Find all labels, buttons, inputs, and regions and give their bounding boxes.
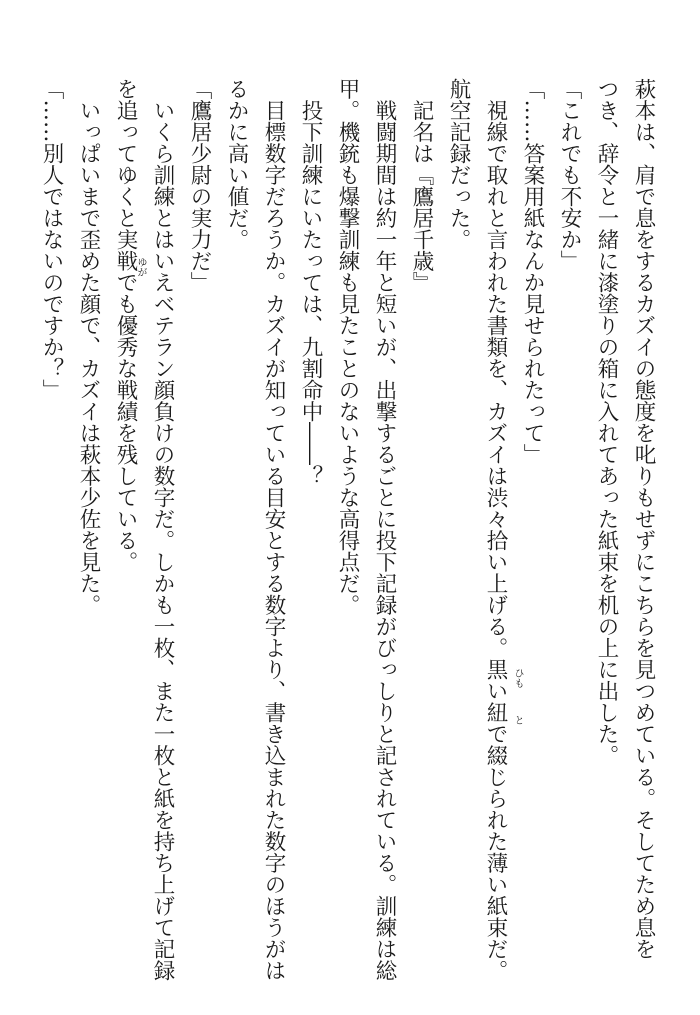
text-line: 「これでも不安か」	[557, 78, 582, 272]
text-line: 記名は『鷹居千歳』	[409, 78, 434, 293]
text-line: いっぱいまで歪めた顔で、カズイは萩本少佐を見た。	[76, 78, 101, 616]
text-line: 目標数字だろうか。カズイが知っている目安とする数字より、書き込まれた数字のほうがは	[261, 78, 286, 981]
text-line: つき、辞令と一緒に漆塗りの箱に入れてあった紙束を机の上に出した。	[594, 78, 619, 766]
text-line: 萩本は、肩で息をするカズイの態度を叱りもせずにこちらを見つめている。そしてため息を	[631, 78, 656, 960]
text-line: 戦闘期間は約一年と短いが、出撃するごとに投下記録がびっしりと記されている。訓練は総	[372, 78, 397, 981]
ruby-to: と	[512, 715, 523, 725]
ruby-himo: ひも	[512, 668, 523, 688]
text-line: 航空記録だった。	[446, 78, 471, 250]
text-line: 「鷹居少尉の実力だ」	[187, 78, 212, 293]
text-line: 甲。機銃も爆撃訓練も見たことのないような高得点だ。	[335, 78, 360, 616]
text-line: 「……別人ではないのですか？」	[39, 78, 64, 401]
text-line: を追ってゆくと実戦でも優秀な戦績を残している。	[113, 78, 138, 573]
text-line: いくら訓練とはいえベテラン顔負けの数字だ。しかも一枚、また一枚と紙を持ち上げて記録	[150, 78, 175, 981]
text-line: るかに高い値だ。	[224, 78, 249, 250]
vertical-text-body	[22, 78, 662, 981]
text-line: 投下訓練にいたっては、九割命中――？	[298, 78, 323, 487]
text-line: 「……答案用紙なんか見せられたって」	[520, 78, 545, 465]
text-line: 視線で取れと言われた書類を、カズイは渋々拾い上げる。黒い紐で綴じられた薄い紙束だ。	[483, 78, 508, 981]
ruby-yuga: ゆが	[135, 257, 146, 277]
